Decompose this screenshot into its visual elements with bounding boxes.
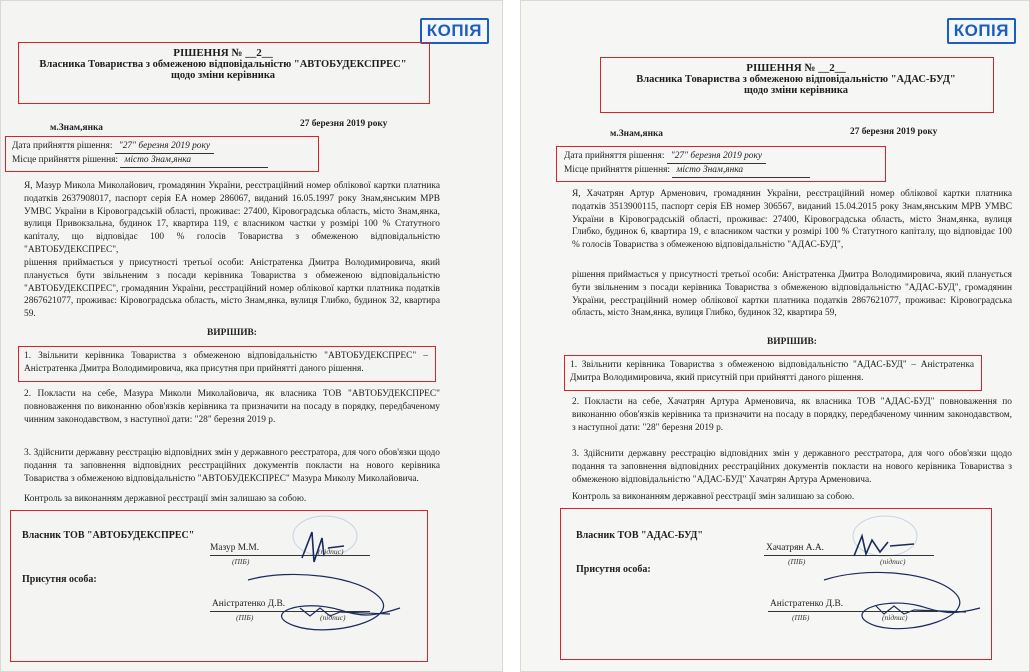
owner-label: Власник ТОВ "АДАС-БУД" xyxy=(576,530,703,541)
decision-date-label: Дата прийняття рішення: xyxy=(564,151,665,161)
place-row xyxy=(12,154,312,168)
owner-label: Власник ТОВ "АВТОБУДЕКСПРЕС" xyxy=(22,530,195,541)
owner-pib-label: (ПІБ) xyxy=(232,557,250,566)
place-row xyxy=(564,164,884,178)
place-label: Місце прийняття рішення: xyxy=(12,155,119,165)
title-line1: РІШЕННЯ № __2__ xyxy=(173,47,273,59)
present-label: Присутня особа: xyxy=(22,574,97,585)
document-title xyxy=(18,47,428,81)
decision-date-row xyxy=(564,150,884,164)
copy-stamp: КОПІЯ xyxy=(420,18,489,44)
decision-date-label: Дата прийняття рішення: xyxy=(12,141,113,151)
place-value: місто Знам,янка xyxy=(120,154,268,168)
place-label: Місце прийняття рішення: xyxy=(564,165,671,175)
presence-paragraph: рішення приймається у присутності третьої особи: Аністратенка Дмитра Володимировича, який планується бути звільненим з посади керівника Товариства з обмеженою відповідальністю "АВТОБУДЕКСПРЕС", громадянин України, реєстраційний номер облікової картки платника податків 2867621077, проживає: Кіровоградська область, місто Знам,янка, вулиця Глибко, будинок 32, квартира 59. xyxy=(24,258,440,320)
present-label: Присутня особа: xyxy=(576,564,651,575)
document-page-right xyxy=(520,0,1030,672)
title-line2: Власника Товариства з обмеженою відповідальністю "АДАС-БУД" xyxy=(636,74,956,85)
title-line3: щодо зміни керівника xyxy=(171,70,275,81)
item-2: 2. Покласти на себе, Мазура Миколи Миколайовича, як власника ТОВ "АВТОБУДЕКСПРЕС" повноваження по виконанню обов'язків керівника та призначити на посаду в порядку, передбаченому чинним законодавством, з наступної дати: "28" березня 2019 р. xyxy=(24,389,440,425)
resolved-heading: ВИРІШИВ: xyxy=(767,337,817,347)
present-pib-label: (ПІБ) xyxy=(236,613,254,622)
intro-paragraph: Я, Мазур Микола Миколайович, громадянин України, реєстраційний номер облікової картки платника податків 2637908017, паспорт серія ЕА номер 286067, виданий 16.05.1997 року Знам,янським МРВ УМВС України в Кіровоградській області, проживає: 27400, Кіровоградська область, місто Знам,янка, вулиця Привокзальна, будинок 17, квартира 119, є власником частки у розмірі 100 % Статутного капіталу, що відповідає 100 % голосів Товариства з обмеженою відповідальністю "АВТОБУДЕКСПРЕС", xyxy=(24,181,440,255)
title-line2: Власника Товариства з обмеженою відповідальністю "АВТОБУДЕКСПРЕС" xyxy=(39,59,407,70)
owner-signature xyxy=(298,528,348,568)
item-1: 1. Звільнити керівника Товариства з обмеженою відповідальністю "АВТОБУДЕКСПРЕС" – Аністратенка Дмитра Володимировича, яка присутня при прийнятті даного рішення. xyxy=(24,351,428,374)
document-date: 27 березня 2019 року xyxy=(300,119,388,129)
present-pib-label: (ПІБ) xyxy=(792,613,810,622)
present-podpys-label: (підпис) xyxy=(320,613,346,622)
item-1: 1. Звільнити керівника Товариства з обмеженою відповідальністю "АДАС-БУД" – Аністратенка Дмитра Володимировича, який присутній при прийнятті даного рішення. xyxy=(570,360,974,383)
place-value: місто Знам,янка xyxy=(672,164,810,178)
owner-pib-label: (ПІБ) xyxy=(788,557,806,566)
owner-signature xyxy=(850,530,920,562)
intro-paragraph: Я, Хачатрян Артур Арменович, громадянин України, реєстраційний номер облікової картки платника податків 3513900115, паспорт серія ЕВ номер 306567, виданий 15.04.2015 року Знам,янським МРВ УМВС України в Кіровоградській області, проживає: 27400, Кіровоградська область, місто Знам,янка, вулиця Глибко, будинок 6, квартира 19, є власником частки у розмірі 100 % Статутного капіталу, що відповідає 100 % голосів Товариства з обмеженою відповідальністю "АДАС-БУД", xyxy=(572,189,1012,251)
document-date: 27 березня 2019 року xyxy=(850,127,938,137)
document-title xyxy=(600,62,992,96)
decision-date-value: "27" березня 2019 року xyxy=(667,150,766,164)
present-signature-line xyxy=(768,611,938,612)
owner-name: Хачатрян А.А. xyxy=(766,543,824,553)
document-page-left xyxy=(0,0,503,672)
decision-date-row xyxy=(12,140,312,154)
item-2: 2. Покласти на себе, Хачатрян Артура Арменовича, як власника ТОВ "АДАС-БУД" повноваження по виконанню обов'язків керівника та призначити на посаду в порядку, передбаченому чинним законодавством, з наступної дати: "28" березня 2019 р. xyxy=(572,397,1012,433)
owner-podpys-label: (підпис) xyxy=(318,547,344,556)
city: м.Знам,янка xyxy=(610,129,663,139)
title-line1: РІШЕННЯ № __2__ xyxy=(746,62,846,74)
item-3: 3. Здійснити державну реєстрацію відповідних змін у державного реєстратора, для чого обов'язки щодо подання та заповнення відповідних реєстраційних документів покласти на нового керівника Товариства з обмеженою відповідальністю "АДАС-БУД" Хачатрян Артура Арменовича. xyxy=(572,449,1012,485)
present-signature-line xyxy=(210,611,370,612)
control-line: Контроль за виконанням державної реєстрації змін залишаю за собою. xyxy=(24,494,307,504)
decision-date-value: "27" березня 2019 року xyxy=(115,140,214,154)
present-podpys-label: (підпис) xyxy=(882,613,908,622)
control-line: Контроль за виконанням державної реєстрації змін залишаю за собою. xyxy=(572,492,855,502)
copy-stamp: КОПІЯ xyxy=(947,18,1016,44)
present-name: Аністратенко Д.В. xyxy=(212,599,286,609)
owner-podpys-label: (підпис) xyxy=(880,557,906,566)
title-line3: щодо зміни керівника xyxy=(744,85,848,96)
item-3: 3. Здійснити державну реєстрацію відповідних змін у державного реєстратора, для чого обов'язки щодо подання та заповнення відповідних реєстраційних документів покласти на нового керівника Товариства з обмеженою відповідальністю "АВТОБУДЕКСПРЕС" Мазура Миколу Миколайовича. xyxy=(24,448,440,484)
presence-paragraph: рішення приймається у присутності третьої особи: Аністратенка Дмитра Володимировича, який планується бути звільненим з посади керівника Товариства з обмеженою відповідальністю "АДАС-БУД", громадянин України, реєстраційний номер облікової картки платника податків 2867621077, проживає: Кіровоградська область, місто Знам,янка, вулиця Глибко, будинок 32, квартира 59, xyxy=(572,270,1012,319)
present-name: Аністратенко Д.В. xyxy=(770,599,844,609)
owner-name: Мазур М.М. xyxy=(210,543,260,553)
resolved-heading: ВИРІШИВ: xyxy=(207,328,257,338)
city: м.Знам,янка xyxy=(50,123,103,133)
